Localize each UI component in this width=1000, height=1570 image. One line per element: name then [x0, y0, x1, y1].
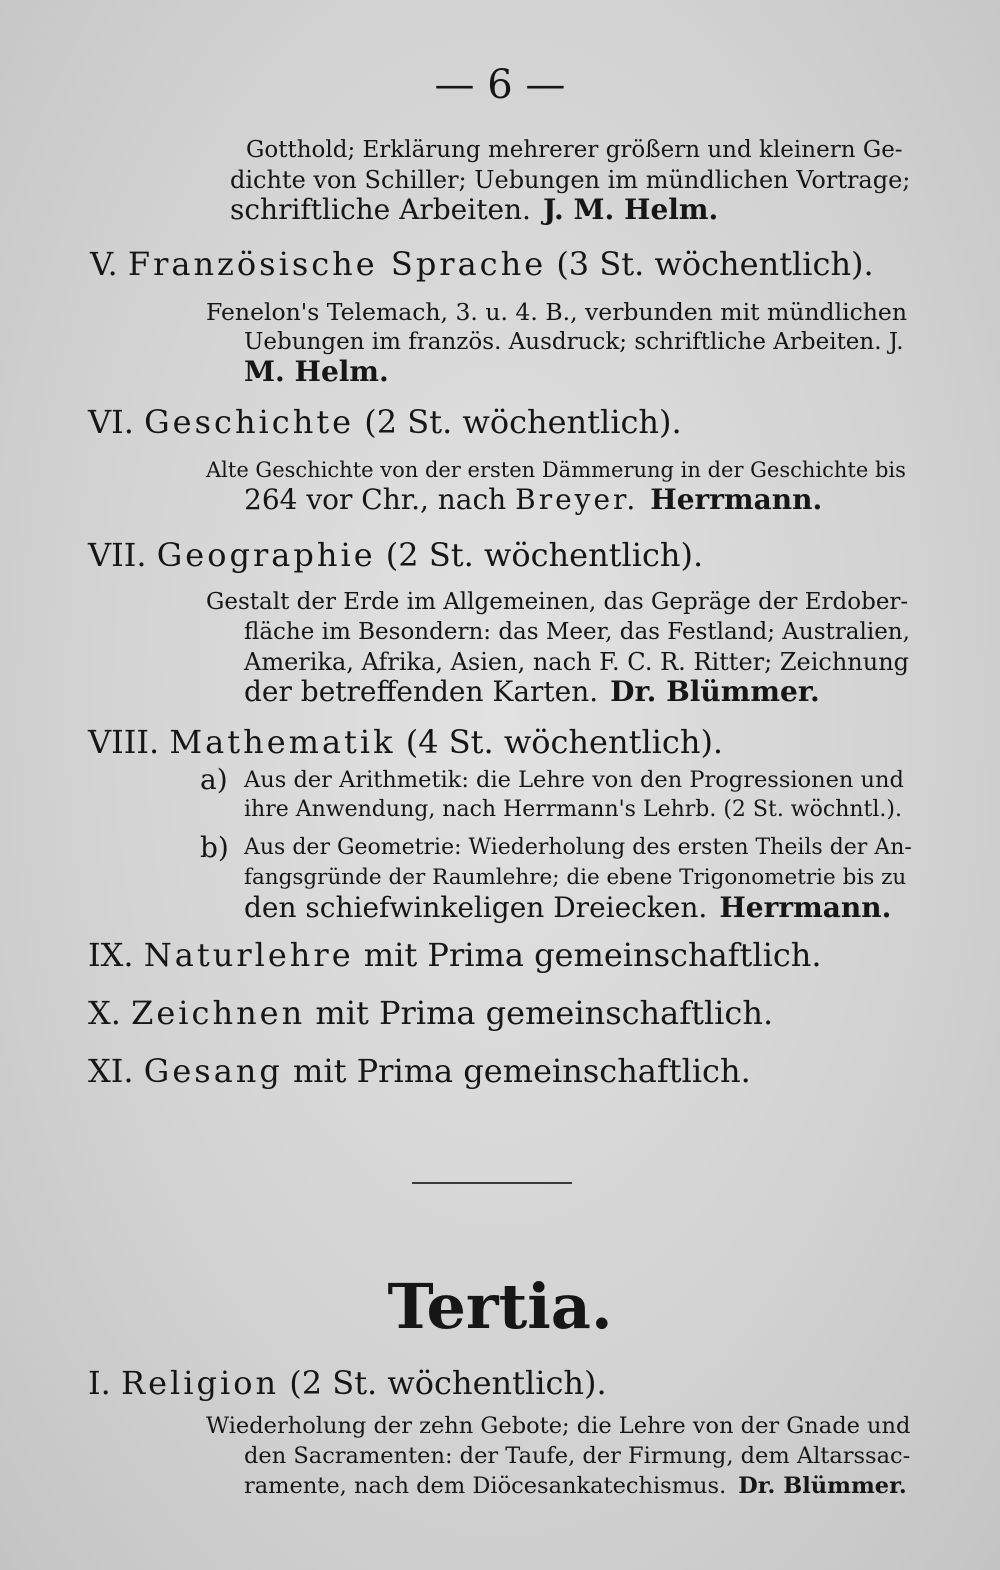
section-number: V.: [90, 245, 118, 283]
text-fragment: 264 vor Chr., nach: [244, 483, 507, 516]
class-title-tertia: Tertia.: [387, 1270, 613, 1343]
section-heading-history: [88, 403, 682, 441]
section-number: VIII.: [88, 723, 160, 761]
section-number: VI.: [88, 403, 134, 441]
text-line: [244, 675, 820, 709]
text-line: Gotthold; Erklärung mehrerer größern und kleinern Ge-: [246, 137, 903, 163]
text-line: Wiederholung der zehn Gebote; die Lehre von der Gnade und: [206, 1413, 911, 1439]
text-line: den Sacramenten: der Taufe, der Firmung, dem Altarssac-: [244, 1443, 911, 1469]
page-number: — 6 —: [434, 62, 566, 108]
text-line: Aus der Geometrie: Wiederholung des ersten Theils der An-: [244, 835, 912, 860]
section-subject: Geschichte: [144, 403, 355, 441]
section-hours: (4 St. wöchentlich).: [405, 723, 724, 761]
section-heading-drawing: [88, 994, 773, 1032]
section-hours: (2 St. wöchentlich).: [385, 536, 704, 574]
section-hours: (2 St. wöchentlich).: [364, 403, 682, 441]
section-number: XI.: [88, 1052, 134, 1090]
section-number: I.: [88, 1364, 111, 1402]
text-line: Gestalt der Erde im Allgemeinen, das Gepräge der Erdober-: [206, 589, 909, 615]
text-line: Aus der Arithmetik: die Lehre von den Progressionen und: [244, 767, 904, 793]
text-line: Fenelon's Telemach, 3. u. 4. B., verbunden mit mündlichen: [206, 298, 907, 326]
section-subject: Gesang: [143, 1052, 283, 1090]
text-fragment: der betreffenden Karten.: [244, 675, 599, 708]
author-name: M. Helm.: [244, 355, 389, 388]
author-name: Herrmann.: [650, 483, 823, 516]
section-number: VII.: [88, 536, 147, 574]
text-fragment: schriftliche Arbeiten.: [230, 193, 531, 226]
section-subject: Naturlehre: [143, 936, 354, 974]
section-subject: Religion: [120, 1364, 280, 1402]
divider-rule: [412, 1182, 572, 1184]
text-line: Uebungen im französ. Ausdruck; schriftliche Arbeiten. J.: [244, 329, 904, 355]
text-line: Alte Geschichte von der ersten Dämmerung in der Geschichte bis: [206, 458, 906, 482]
section-number: X.: [88, 994, 121, 1032]
text-fragment: ramente, nach dem Diöcesankatechismus.: [244, 1473, 727, 1499]
text-line: [230, 193, 718, 227]
text-line: [244, 483, 822, 517]
author-name: Dr. Blümmer.: [738, 1473, 907, 1499]
section-number: IX.: [88, 936, 134, 974]
section-heading-religion: [88, 1364, 607, 1402]
section-rest: mit Prima gemeinschaftlich.: [315, 994, 774, 1032]
section-rest: mit Prima gemeinschaftlich.: [293, 1052, 751, 1090]
section-heading-singing: [88, 1052, 751, 1090]
section-subject: Geographie: [156, 536, 376, 574]
author-name: J. M. Helm.: [542, 193, 719, 226]
section-hours: (2 St. wöchentlich).: [289, 1364, 607, 1402]
text-line: fangsgründe der Raumlehre; die ebene Trigonometrie bis zu: [244, 865, 907, 890]
text-line: fläche im Besondern: das Meer, das Festland; Australien,: [244, 619, 910, 645]
section-heading-geography: [88, 536, 703, 574]
text-fragment: den schiefwinkeligen Dreiecken.: [244, 891, 708, 924]
author-name: Dr. Blümmer.: [610, 675, 820, 708]
item-label: b): [200, 831, 229, 864]
text-line: ihre Anwendung, nach Herrmann's Lehrb. (2 St. wöchntl.).: [244, 797, 902, 822]
section-heading-mathematics: [88, 723, 723, 761]
section-subject: Mathematik: [169, 723, 396, 761]
text-line: [244, 1469, 907, 1503]
section-rest: mit Prima gemeinschaftlich.: [363, 936, 822, 974]
section-subject: Französische Sprache: [127, 245, 547, 283]
section-subject: Zeichnen: [131, 994, 306, 1032]
source-name: Breyer.: [515, 483, 639, 516]
text-line: Amerika, Afrika, Asien, nach F. C. R. Ritter; Zeichnung: [244, 648, 910, 676]
text-line: dichte von Schiller; Uebungen im mündlichen Vortrage;: [230, 166, 911, 194]
author-name: Herrmann.: [719, 891, 892, 924]
section-heading-physics: [88, 936, 822, 974]
section-heading-french: [90, 245, 874, 283]
section-hours: (3 St. wöchentlich).: [556, 245, 874, 283]
text-line: [244, 891, 891, 925]
item-label: a): [200, 763, 228, 796]
